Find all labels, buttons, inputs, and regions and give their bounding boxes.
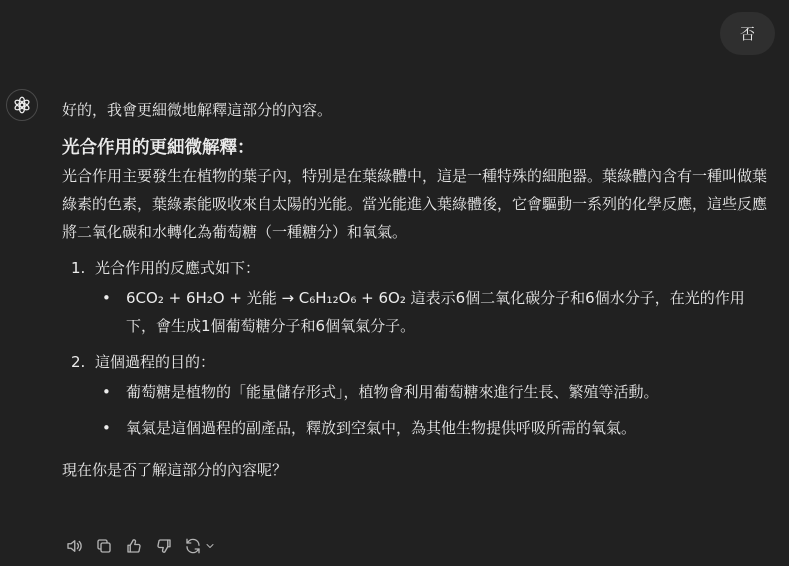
bullet-text: 氧氣是這個過程的副產品，釋放到空氣中，為其他生物提供呼吸所需的氧氣。	[126, 419, 637, 437]
bullet-text: 6CO₂ + 6H₂O + 光能 → C₆H₁₂O₆ + 6O₂ 這表示6個二氧化碳分子和6個水分子，在光的作用下，會生成1個葡萄糖分子和6個氧氣分子。	[126, 289, 745, 335]
user-message-text: 否	[739, 25, 755, 43]
assistant-message	[62, 96, 772, 484]
thumbs-down-icon[interactable]	[154, 536, 174, 556]
list-item-title: 光合作用的反應式如下：	[95, 259, 261, 277]
copy-icon[interactable]	[94, 536, 114, 556]
list-number: 1.	[71, 259, 86, 277]
read-aloud-icon[interactable]	[64, 536, 84, 556]
assistant-intro: 好的，我會更細微地解釋這部分的內容。	[62, 101, 333, 119]
list-item-2	[62, 348, 772, 376]
bullet-dot: •	[102, 289, 111, 307]
thumbs-up-icon[interactable]	[124, 536, 144, 556]
bullet-text: 葡萄糖是植物的「能量儲存形式」，植物會利用葡萄糖來進行生長、繁殖等活動。	[126, 383, 659, 401]
chevron-down-icon	[204, 540, 216, 552]
regenerate-button[interactable]	[184, 536, 216, 556]
assistant-logo-icon	[6, 89, 38, 121]
section-heading: 光合作用的更細微解釋：	[62, 138, 255, 158]
message-actions	[64, 536, 216, 556]
list-item-title: 這個過程的目的：	[95, 353, 216, 371]
list-item-1	[62, 254, 772, 282]
explanation-paragraph: 光合作用主要發生在植物的葉子內，特別是在葉綠體中，這是一種特殊的細胞器。葉綠體內含有一種叫做葉綠素的色素，葉綠素能吸收來自太陽的光能。當光能進入葉綠體後，它會驅動一系列的化學反應，這些反應將二氧化碳和水轉化為葡萄糖（一種糖分）和氧氣。	[62, 167, 768, 241]
closing-question: 現在你是否了解這部分的內容呢？	[62, 461, 288, 479]
bullet-list-1	[62, 284, 772, 340]
list-number: 2.	[71, 353, 86, 371]
bullet-item	[62, 414, 772, 442]
user-message-bubble	[720, 12, 775, 55]
bullet-item	[62, 378, 772, 406]
bullet-item	[62, 284, 772, 340]
regenerate-icon	[184, 537, 202, 555]
bullet-dot: •	[102, 419, 111, 437]
bullet-list-2	[62, 378, 772, 442]
bullet-dot: •	[102, 383, 111, 401]
